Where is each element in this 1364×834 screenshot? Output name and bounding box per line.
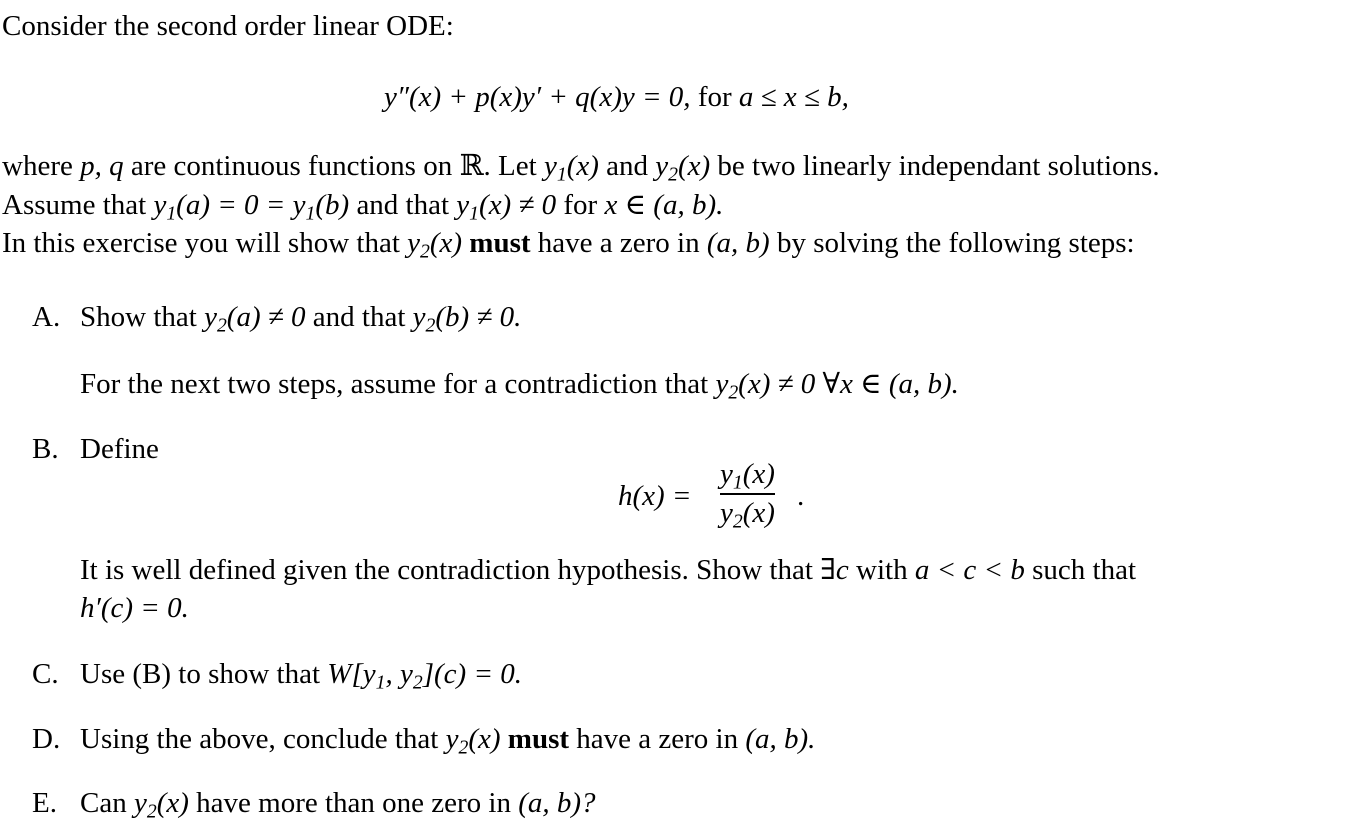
math-ab-d: (a, b). [745,723,816,755]
ode-equation [384,83,849,112]
paragraph-line-3 [2,227,1135,263]
text-and: and [606,150,648,182]
ode-condition: a ≤ x ≤ b, [738,81,849,113]
math-y2x: $y_2(x)$ [407,227,463,263]
text-exercise: In this exercise you will show that [2,227,400,259]
math-y2: $y_2(x)$ [655,150,711,186]
math-contradiction: $y_2(x) \ne 0$ ∀x ∈ (a, b). [715,368,959,404]
item-c-letter: C. [32,658,59,690]
math-ab: (a, b) [706,227,770,259]
math-wronskian: $W[y_1$, $y_2](c) = 0$. [327,658,523,694]
ode-equation-expr: y″(x) + p(x)y′ + q(x)y = 0, [384,81,691,113]
math-y2b: $y_2(b) \ne 0$. [412,301,522,337]
h-numerator: $y_1(x)$ [720,458,775,494]
h-definition-lhs: h(x) = [618,480,692,512]
math-y2x-e: $y_2(x)$ [133,787,189,823]
text-solutions: be two linearly independant solutions. [717,150,1160,182]
math-y2x-d: $y_2(x)$ [445,723,501,759]
math-hprime: h′(c) = 0. [80,592,189,624]
math-boundary: $y_1(a) = 0 = y_1(b)$ [153,189,350,225]
item-a-letter: A. [32,301,61,333]
text-and-that: and that [356,189,450,221]
contradiction-note: For the next two steps, assume for a contradiction that $y_2(x) \ne 0$ ∀x ∈ (a, b). [80,368,959,404]
item-a-text: Show that $y_2(a) \ne 0$ and that $y_2(b) \ne 0$. [80,301,522,337]
math-y2a: $y_2(a) \ne 0$ [204,301,306,337]
h-denominator: $y_2(x)$ [720,497,775,533]
item-d-letter: D. [32,723,61,755]
text-must-bold: must [469,227,531,259]
math-ab-e: (a, b)? [518,787,596,819]
h-period: . [797,480,805,512]
text-continuous: are continuous functions on ℝ. Let [130,150,537,182]
paragraph-line-2 [2,189,724,225]
fraction-bar [720,493,775,495]
text-where: where [2,150,73,182]
item-c-text: Use (B) to show that $W[y_1$, $y_2](c) = 0$. [80,658,523,694]
math-nonzero: $y_1(x) \ne 0$ [456,189,557,225]
paragraph-line-1 [2,150,1160,186]
item-b-text: It is well defined given the contradiction hypothesis. Show that ∃c with a < c < b such that [80,554,1137,586]
item-e-letter: E. [32,787,57,819]
text-assume: Assume that [2,189,147,221]
math-exists-c: ∃c [820,554,849,586]
item-e-text: Can $y_2(x)$ have more than one zero in (a, b)? [80,787,596,823]
text-steps: by solving the following steps: [776,227,1135,259]
math-acb: a < c < b [914,554,1025,586]
intro-text: Consider the second order linear ODE: [2,10,454,42]
ode-condition-prefix: for [697,81,732,113]
h-fraction [720,458,775,533]
text-must-bold-d: must [507,723,570,755]
item-d-text: Using the above, conclude that $y_2(x)$ must have a zero in (a, b). [80,723,816,759]
text-have-zero: have a zero in [537,227,700,259]
math-pq: p, q [80,150,124,182]
math-interval: x ∈ (a, b). [604,189,724,221]
item-b-letter: B. [32,433,59,465]
math-y1: $y_1(x)$ [543,150,599,186]
text-for: for [563,189,598,221]
item-b-define: Define [80,433,159,465]
